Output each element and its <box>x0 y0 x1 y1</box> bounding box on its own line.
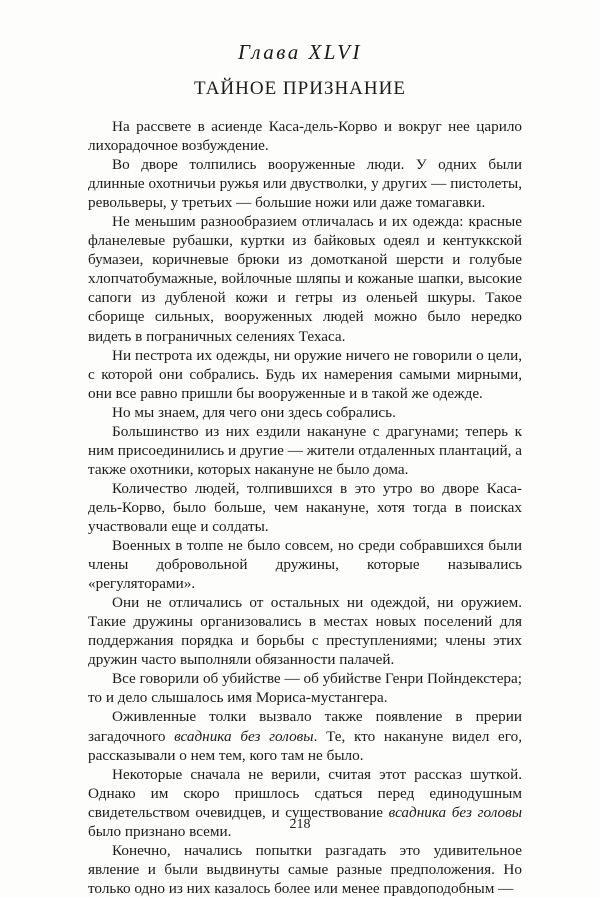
italic-phrase: всадника без головы <box>174 727 314 745</box>
paragraph-text: было признано всеми. <box>88 822 232 840</box>
paragraph: Военных в толпе не было совсем, но среди собравшихся были члены добровольной дружины, которые назывались «регуляторами». <box>88 537 522 593</box>
paragraph: Они не отличались от остальных ни одеждой, ни оружием. Такие дружины организовались в местах новых поселений для поддержания порядка и борьбы с преступлениями; члены этих дружин часто выполняли обязанности палачей. <box>88 594 522 669</box>
paragraph: Не меньшим разнообразием отличалась и их одежда: красные фланелевые рубашки, куртки из байковых одеял и кентуккской бумазеи, коричневые брюки из домотканой шерсти и голубые хлопчатобумажные, войлочные шляпы и кожаные шапки, высокие сапоги из дубленой кожи и гетры из оленьей шкуры. Такое сборище сильных, вооруженных людей можно было нередко видеть в пограничных селениях Техаса. <box>88 213 522 345</box>
paragraph-text: Оживленные толки вызвало также появление в прерии загадочного <box>88 708 522 745</box>
page-number: 218 <box>289 817 311 832</box>
paragraph: На рассвете в асиенде Каса-дель-Корво и вокруг нее царило лихорадочное возбуждение. <box>88 118 522 155</box>
paragraph: Количество людей, толпившихся в это утро во дворе Каса-дель-Корво, было больше, чем накануне, хотя тогда в поисках участвовали еще и солдаты. <box>88 479 522 535</box>
paragraph: Ни пестрота их одежды, ни оружие ничего не говорили о цели, с которой они собрались. Будь их намерения самыми мирными, они все равно пришли бы вооруженные и в такой же одежде. <box>88 346 522 402</box>
paragraph: Большинство из них ездили накануне с драгунами; теперь к ним присоединились и другие — жители отдаленных плантаций, а также охотники, которых накануне не было дома. <box>88 422 522 478</box>
paragraph-text: . Те, кто накануне видел его, рассказывали о нем тем, кого там не было. <box>88 727 522 764</box>
chapter-number: Глава XLVI <box>237 40 362 64</box>
paragraph: Конечно, начались попытки разгадать это удивительное явление и были выдвинуты самые разные предположения. Но только одно из них казалось более или менее правдоподобным — <box>88 841 522 897</box>
paragraph: Но мы знаем, для чего они здесь собрались. <box>112 403 396 421</box>
italic-phrase: всадника без головы <box>388 803 522 821</box>
chapter-title: ТАЙНОЕ ПРИЗНАНИЕ <box>194 78 406 99</box>
chapter-body <box>88 117 522 898</box>
paragraph <box>88 707 522 764</box>
paragraph: Все говорили об убийстве — об убийстве Генри Пойндекстера; то и дело слышалось имя Мориса-мустангера. <box>88 670 522 707</box>
paragraph: Во дворе толпились вооруженные люди. У одних были длинные охотничьи ружья или двустволки, у других — пистолеты, револьверы, у третьих — большие ножи или даже томагавки. <box>88 156 522 212</box>
paragraph-text: Некоторые сначала не верили, считая этот рассказ шуткой. Однако им скоро пришлось сдаться перед единодушным свидетельством очевидцев, и существование <box>88 765 522 821</box>
